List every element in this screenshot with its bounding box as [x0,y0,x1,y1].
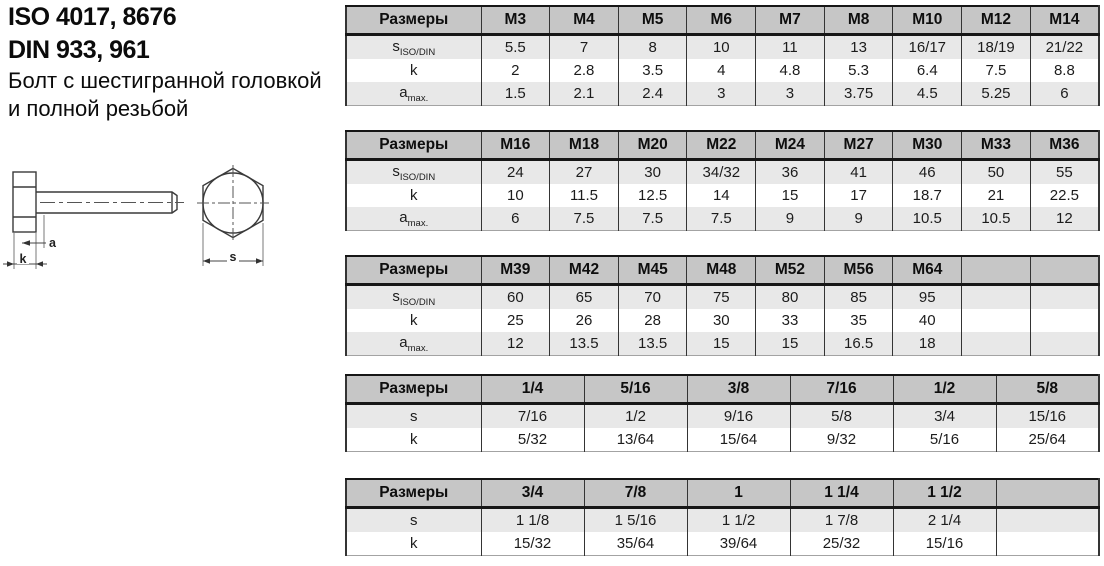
size-column-header: 7/16 [790,375,893,404]
value-cell: 5.25 [962,82,1031,106]
row-label-a: $a_{max.}$ [346,82,481,106]
value-cell: 40 [893,309,962,332]
size-column-header: M4 [550,6,619,35]
value-cell: 12 [481,332,550,356]
value-cell: 1 1/2 [687,508,790,533]
metric-table-m16-m36 [345,130,1100,231]
row-label-s: $s_{ISO/DIN}$ [346,160,481,185]
value-cell: 41 [824,160,893,185]
value-cell: 1 1/8 [481,508,584,533]
value-cell: 2.8 [550,59,619,82]
value-cell: 85 [824,285,893,310]
value-cell: 10.5 [893,207,962,231]
value-cell [996,532,1099,556]
value-cell: 75 [687,285,756,310]
value-cell [962,309,1031,332]
value-cell: 8.8 [1030,59,1099,82]
value-cell: 30 [618,160,687,185]
dim-label-k: k [19,252,27,266]
size-column-header: M33 [962,131,1031,160]
value-cell: 2.4 [618,82,687,106]
value-cell: 3 [687,82,756,106]
value-cell: 15/16 [893,532,996,556]
value-cell: 46 [893,160,962,185]
size-column-header: M14 [1030,6,1099,35]
value-cell: 70 [618,285,687,310]
value-cell: 9/16 [687,404,790,429]
value-cell: 10 [481,184,550,207]
row-label-a: $a_{max.}$ [346,207,481,231]
row-label-s: $s_{ISO/DIN}$ [346,35,481,60]
row-label-k: k [346,59,481,82]
end-view-centerlines [197,165,269,241]
value-cell: 21 [962,184,1031,207]
size-column-header: 1/4 [481,375,584,404]
size-column-header: M24 [756,131,825,160]
value-cell: 55 [1030,160,1099,185]
value-cell: 7.5 [550,207,619,231]
arrowhead-right-icon [7,261,14,266]
value-cell: 25 [481,309,550,332]
value-cell: 15/32 [481,532,584,556]
value-cell [962,285,1031,310]
value-cell: 1 5/16 [584,508,687,533]
value-cell: 25/64 [996,428,1099,452]
subtitle-line-1: Болт с шестигранной головкой [8,68,322,93]
size-column-header: M42 [550,256,619,285]
value-cell: 6 [1030,82,1099,106]
value-cell: 12 [1030,207,1099,231]
size-column-header [1030,256,1099,285]
size-column-header: M22 [687,131,756,160]
size-column-header: M3 [481,6,550,35]
value-cell: 27 [550,160,619,185]
dim-label-a: a [49,236,56,250]
size-column-header: 5/16 [584,375,687,404]
row-label-k: k [346,532,481,556]
value-cell: 35/64 [584,532,687,556]
size-column-header: M39 [481,256,550,285]
value-cell: 22.5 [1030,184,1099,207]
value-cell: 15/64 [687,428,790,452]
value-cell: 13/64 [584,428,687,452]
value-cell: 13.5 [550,332,619,356]
value-cell: 5/8 [790,404,893,429]
value-cell [962,332,1031,356]
value-cell: 3 [756,82,825,106]
table-corner-header: Размеры [346,479,481,508]
value-cell: 10 [687,35,756,60]
size-column-header: M48 [687,256,756,285]
value-cell: 26 [550,309,619,332]
row-label-s: s [346,404,481,429]
value-cell: 35 [824,309,893,332]
value-cell: 4.5 [893,82,962,106]
value-cell: 10.5 [962,207,1031,231]
size-column-header: 1 1/4 [790,479,893,508]
table-corner-header: Размеры [346,256,481,285]
value-cell: 25/32 [790,532,893,556]
value-cell: 9/32 [790,428,893,452]
size-column-header: M7 [756,6,825,35]
value-cell: 11 [756,35,825,60]
metric-table-m3-m14 [345,5,1100,106]
value-cell [1030,309,1099,332]
inch-table-3-4-to-1-1-2 [345,478,1100,556]
value-cell: 24 [481,160,550,185]
value-cell: 2 1/4 [893,508,996,533]
value-cell: 16.5 [824,332,893,356]
size-column-header: M18 [550,131,619,160]
bolt-drawing [0,165,292,277]
value-cell: 9 [824,207,893,231]
size-column-header [996,479,1099,508]
size-column-header: 1 1/2 [893,479,996,508]
value-cell [1030,332,1099,356]
value-cell: 15/16 [996,404,1099,429]
title-din: DIN 933, 961 [8,36,150,64]
value-cell: 13 [824,35,893,60]
value-cell: 33 [756,309,825,332]
row-label-a: $a_{max.}$ [346,332,481,356]
value-cell: 15 [756,332,825,356]
value-cell: 30 [687,309,756,332]
value-cell: 7 [550,35,619,60]
arrowhead-right-icon [256,258,263,263]
value-cell: 18 [893,332,962,356]
size-column-header [962,256,1031,285]
size-column-header: 1 [687,479,790,508]
size-column-header: 5/8 [996,375,1099,404]
row-label-k: k [346,428,481,452]
inch-table-quarter-to-5-8 [345,374,1100,452]
value-cell: 4 [687,59,756,82]
value-cell: 12.5 [618,184,687,207]
value-cell: 34/32 [687,160,756,185]
value-cell: 28 [618,309,687,332]
size-column-header: M16 [481,131,550,160]
row-label-k: k [346,184,481,207]
size-column-header: M64 [893,256,962,285]
value-cell: 60 [481,285,550,310]
value-cell: 7.5 [687,207,756,231]
value-cell: 18.7 [893,184,962,207]
value-cell: 11.5 [550,184,619,207]
value-cell: 65 [550,285,619,310]
value-cell: 18/19 [962,35,1031,60]
value-cell: 3/4 [893,404,996,429]
value-cell: 2 [481,59,550,82]
arrowhead-left-icon [203,258,210,263]
value-cell: 7/16 [481,404,584,429]
row-label-s: $s_{ISO/DIN}$ [346,285,481,310]
value-cell: 1.5 [481,82,550,106]
size-column-header: M30 [893,131,962,160]
size-column-header: M20 [618,131,687,160]
size-column-header: M27 [824,131,893,160]
dimension-k [3,252,47,267]
table-corner-header: Размеры [346,131,481,160]
value-cell: 2.1 [550,82,619,106]
row-label-k: k [346,309,481,332]
value-cell: 15 [687,332,756,356]
value-cell: 1 7/8 [790,508,893,533]
value-cell: 5.3 [824,59,893,82]
size-column-header: 1/2 [893,375,996,404]
value-cell: 39/64 [687,532,790,556]
value-cell: 21/22 [1030,35,1099,60]
value-cell: 7.5 [962,59,1031,82]
size-column-header: M12 [962,6,1031,35]
arrowhead-left-icon [22,240,30,245]
value-cell: 6.4 [893,59,962,82]
metric-table-m39-m64 [345,255,1100,356]
value-cell: 80 [756,285,825,310]
value-cell: 14 [687,184,756,207]
value-cell: 5/32 [481,428,584,452]
size-column-header: M10 [893,6,962,35]
size-column-header: M36 [1030,131,1099,160]
value-cell: 7.5 [618,207,687,231]
value-cell [996,508,1099,533]
value-cell: 8 [618,35,687,60]
size-column-header: M56 [824,256,893,285]
dim-label-s: s [229,250,237,264]
value-cell: 36 [756,160,825,185]
title-block [8,1,322,123]
value-cell: 1/2 [584,404,687,429]
value-cell: 95 [893,285,962,310]
value-cell: 13.5 [618,332,687,356]
value-cell: 5/16 [893,428,996,452]
size-column-header: M6 [687,6,756,35]
value-cell: 9 [756,207,825,231]
value-cell [1030,285,1099,310]
table-corner-header: Размеры [346,6,481,35]
size-column-header: M52 [756,256,825,285]
size-column-header: 7/8 [584,479,687,508]
value-cell: 5.5 [481,35,550,60]
value-cell: 6 [481,207,550,231]
dimension-a [22,236,57,250]
row-label-s: s [346,508,481,533]
size-column-header: M5 [618,6,687,35]
size-column-header: 3/4 [481,479,584,508]
subtitle-line-2: и полной резьбой [8,96,189,121]
title-iso: ISO 4017, 8676 [8,3,177,31]
value-cell: 3.5 [618,59,687,82]
value-cell: 17 [824,184,893,207]
size-column-header: 3/8 [687,375,790,404]
arrowhead-left-icon [36,261,43,266]
value-cell: 3.75 [824,82,893,106]
size-column-header: M8 [824,6,893,35]
value-cell: 15 [756,184,825,207]
value-cell: 16/17 [893,35,962,60]
table-corner-header: Размеры [346,375,481,404]
value-cell: 50 [962,160,1031,185]
size-column-header: M45 [618,256,687,285]
value-cell: 4.8 [756,59,825,82]
